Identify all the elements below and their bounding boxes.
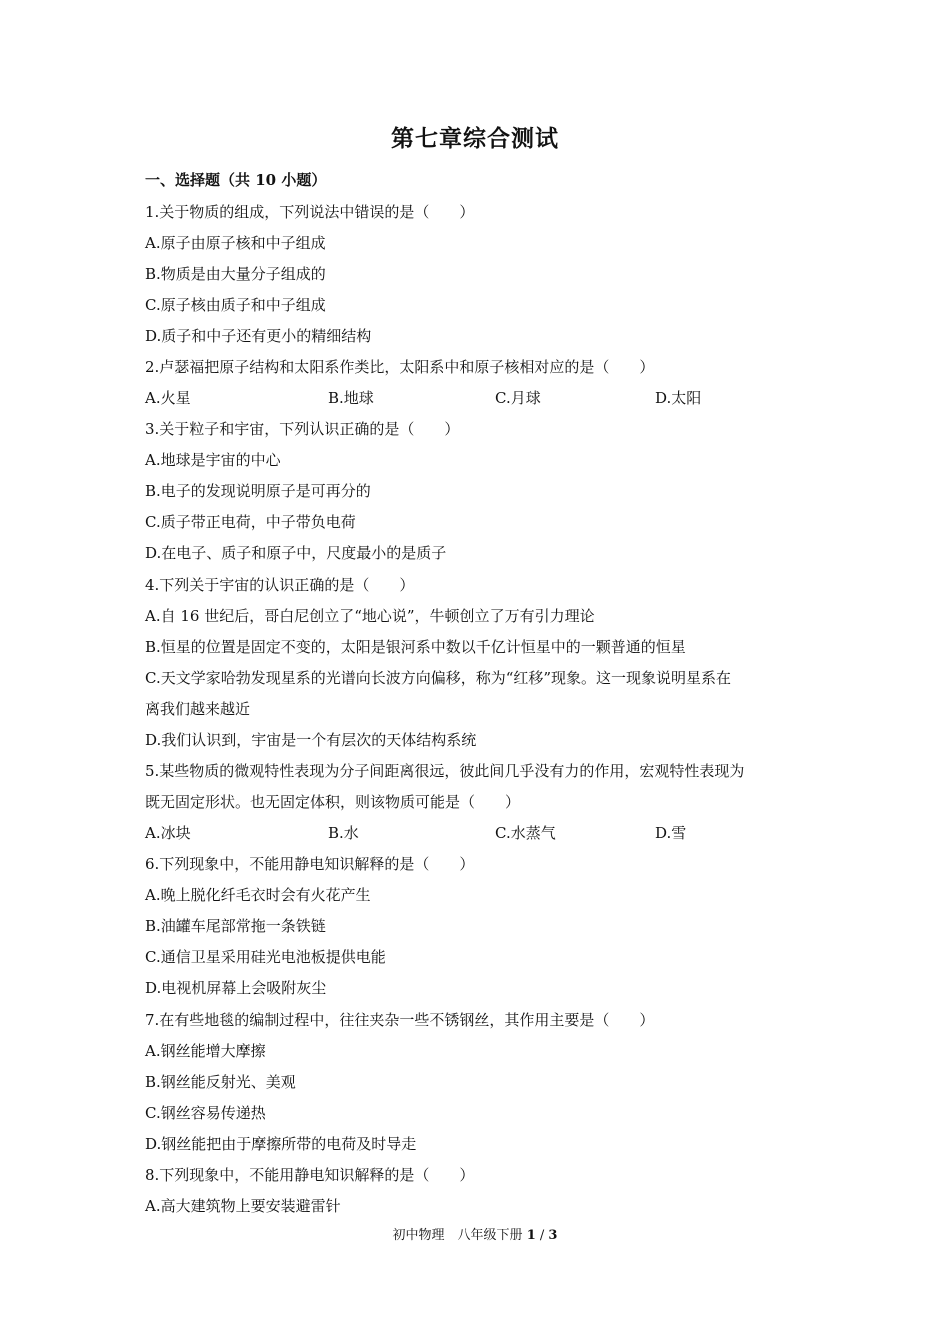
q6-option-b: B.油罐车尾部常拖一条铁链 (145, 917, 326, 935)
q2-option-d: D.太阳 (655, 389, 702, 407)
q2-option-b: B.地球 (328, 389, 374, 407)
q2-option-c: C.月球 (495, 389, 541, 407)
q8-option-a: A.高大建筑物上要安装避雷针 (145, 1197, 341, 1215)
question-6: 6.下列现象中，不能用静电知识解释的是（ ） (145, 855, 475, 873)
q1-option-b: B.物质是由大量分子组成的 (145, 265, 326, 283)
q5-option-b: B.水 (328, 824, 359, 842)
q3-option-a: A.地球是宇宙的中心 (145, 451, 281, 469)
q6-option-d: D.电视机屏幕上会吸附灰尘 (145, 979, 327, 997)
section-heading: 一、选择题（共 10 小题） (145, 171, 327, 189)
q7-option-b: B.钢丝能反射光、美观 (145, 1073, 296, 1091)
q7-option-d: D.钢丝能把由于摩擦所带的电荷及时导走 (145, 1135, 417, 1153)
footer-page-total: 3 (548, 1228, 558, 1243)
q4-option-c-cont: 离我们越来越近 (145, 700, 251, 718)
q1-option-a: A.原子由原子核和中子组成 (145, 234, 326, 252)
q4-option-c: C.天文学家哈勃发现星系的光谱向长波方向偏移，称为“红移”现象。这一现象说明星系在 (145, 669, 732, 687)
question-8: 8.下列现象中，不能用静电知识解释的是（ ） (145, 1166, 475, 1184)
question-5-cont: 既无固定形状。也无固定体积，则该物质可能是（ ） (145, 793, 521, 811)
page-title: 第七章综合测试 (391, 125, 559, 152)
q5-option-d: D.雪 (655, 824, 687, 842)
q4-option-a: A.自 16 世纪后，哥白尼创立了“地心说”，牛顿创立了万有引力理论 (145, 607, 595, 625)
q5-options (145, 821, 825, 845)
q5-option-a: A.冰块 (145, 824, 191, 842)
q6-option-a: A.晚上脱化纤毛衣时会有火花产生 (145, 886, 371, 904)
q2-option-a: A.火星 (145, 389, 191, 407)
question-5: 5.某些物质的微观特性表现为分子间距离很远，彼此间几乎没有力的作用，宏观特性表现为 (145, 762, 745, 780)
footer-page-number: 1 (526, 1228, 536, 1243)
question-7: 7.在有些地毯的编制过程中，往往夹杂一些不锈钢丝，其作用主要是（ ） (145, 1011, 655, 1029)
q4-option-b: B.恒星的位置是固定不变的，太阳是银河系中数以千亿计恒星中的一颗普通的恒星 (145, 638, 686, 656)
question-1: 1.关于物质的组成，下列说法中错误的是（ ） (145, 203, 475, 221)
q3-option-d: D.在电子、质子和原子中，尺度最小的是质子 (145, 544, 447, 562)
q3-option-b: B.电子的发现说明原子是可再分的 (145, 482, 371, 500)
footer-separator: / (539, 1228, 545, 1243)
q1-option-c: C.原子核由质子和中子组成 (145, 296, 326, 314)
q7-option-c: C.钢丝容易传递热 (145, 1104, 266, 1122)
question-3: 3.关于粒子和宇宙，下列认识正确的是（ ） (145, 420, 460, 438)
q3-option-c: C.质子带正电荷，中子带负电荷 (145, 513, 356, 531)
q6-option-c: C.通信卫星采用硅光电池板提供电能 (145, 948, 386, 966)
footer-text: 初中物理 八年级下册 (392, 1228, 523, 1243)
question-2: 2.卢瑟福把原子结构和太阳系作类比，太阳系中和原子核相对应的是（ ） (145, 358, 655, 376)
q2-options (145, 386, 825, 410)
page-footer (0, 1226, 950, 1246)
q5-option-c: C.水蒸气 (495, 824, 556, 842)
q7-option-a: A.钢丝能增大摩擦 (145, 1042, 266, 1060)
q1-option-d: D.质子和中子还有更小的精细结构 (145, 327, 372, 345)
q4-option-d: D.我们认识到，宇宙是一个有层次的天体结构系统 (145, 731, 477, 749)
question-4: 4.下列关于宇宙的认识正确的是（ ） (145, 576, 415, 594)
